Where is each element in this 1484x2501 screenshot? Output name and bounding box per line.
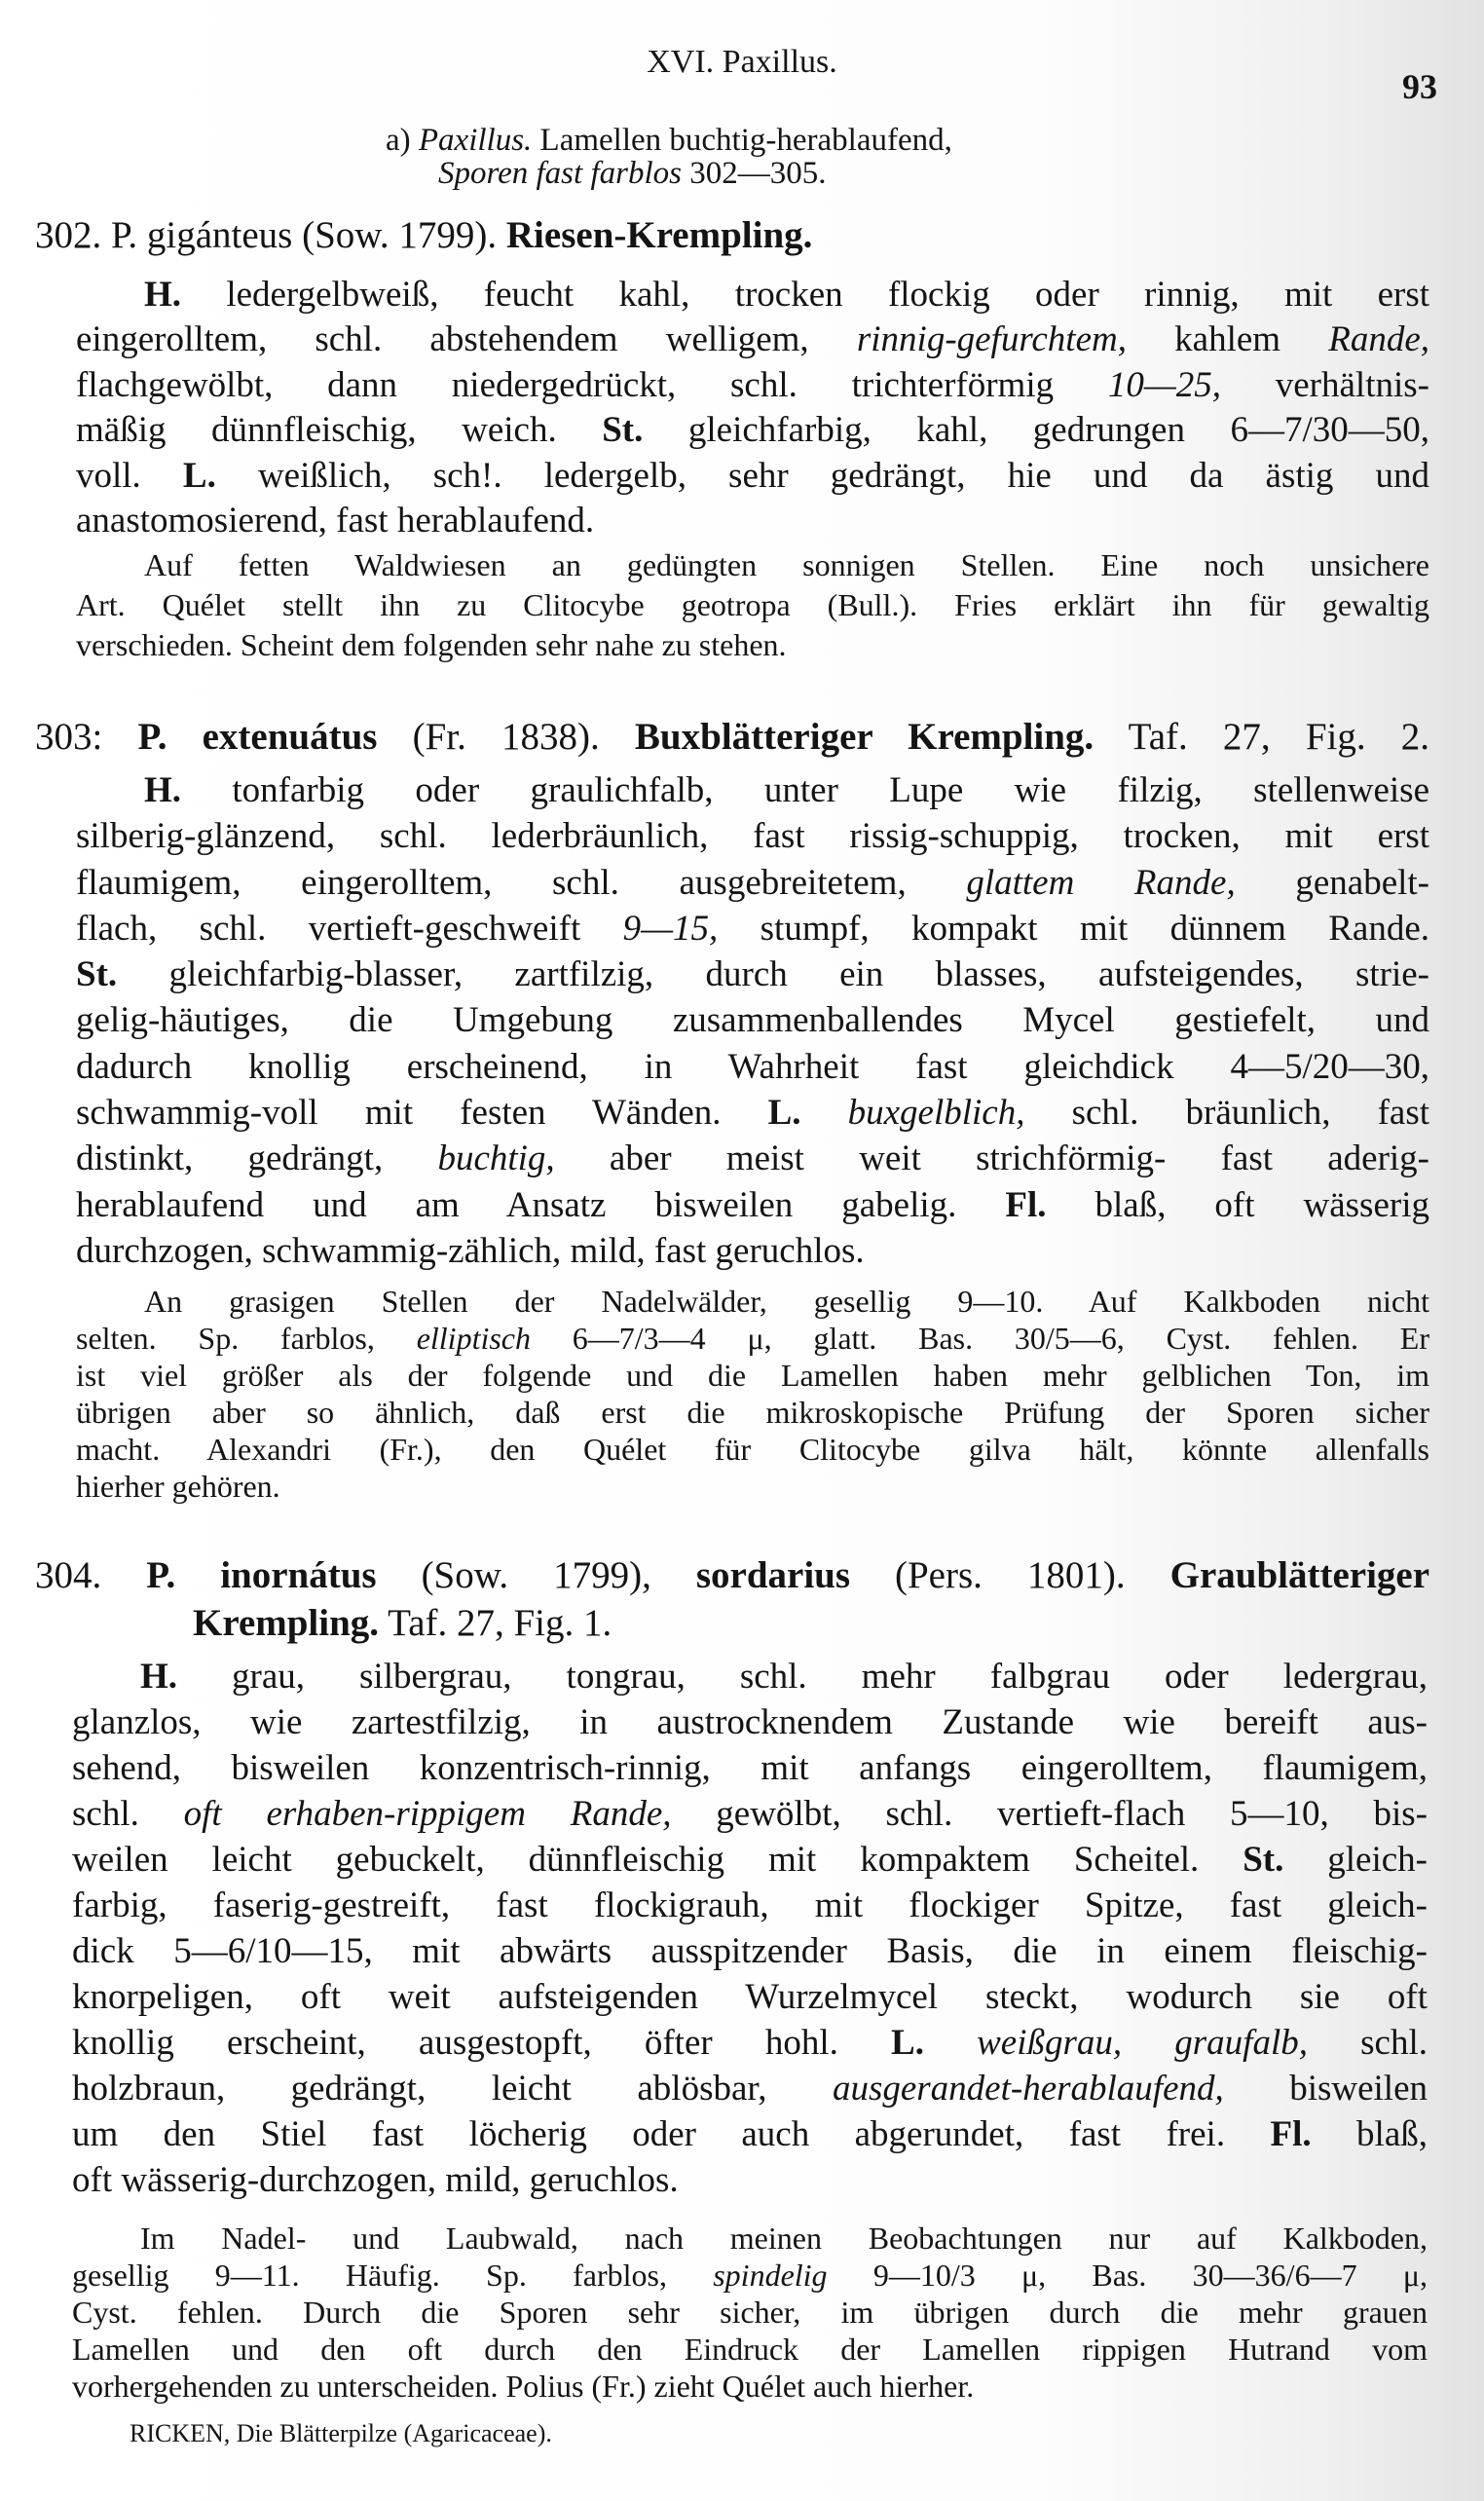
text-run: Auf fetten Waldwiesen an gedüngten sonnigen Stellen. Eine noch unsichere	[144, 547, 1429, 582]
text-run: eingerolltem, schl. abstehendem welligem,	[76, 319, 857, 360]
text-line	[76, 952, 1429, 997]
text-line	[76, 1357, 1429, 1394]
text-run: stumpf, kompakt mit dünnem Rande.	[718, 908, 1429, 949]
text-run: verhältnis-	[1221, 364, 1429, 405]
species-304-description	[72, 1654, 1428, 2203]
species-303-description	[76, 767, 1429, 1274]
text-line	[386, 124, 1165, 157]
text-run: 304.	[35, 1554, 147, 1596]
text-run: gleichfarbig, kahl, gedrungen 6—7/30—50,	[643, 410, 1429, 451]
text-run: genabelt-	[1235, 862, 1429, 903]
text-run: distinkt, gedrängt,	[76, 1139, 438, 1179]
text-line	[72, 1837, 1428, 1883]
bold-text: St.	[602, 410, 644, 451]
text-run: aber meist weit strichförmig- fast aderig-	[554, 1139, 1429, 1179]
italic-text: buchtig,	[437, 1139, 555, 1179]
text-line	[72, 2111, 1428, 2157]
text-line	[76, 454, 1429, 499]
species-302-heading	[35, 211, 1106, 259]
text-line	[72, 2220, 1428, 2257]
text-run: gleichfarbig-blasser, zartfilzig, durch ein blasses, aufsteigendes, strie-	[117, 954, 1429, 995]
bold-text: L.	[182, 455, 216, 496]
text-run: ledergelbweiß, feucht kahl, trocken flockig oder rinnig, mit erst	[181, 275, 1429, 315]
book-footer-signature: RICKEN, Die Blätterpilze (Agaricaceae).	[130, 2419, 552, 2447]
text-run: weilen leicht gebuckelt, dünnfleischig mit kompaktem Scheitel.	[72, 1840, 1243, 1880]
text-run: sehend, bisweilen konzentrisch-rinnig, mit anfangs eingerolltem, flaumigem,	[72, 1748, 1428, 1788]
text-run: grau, silbergrau, tongrau, schl. mehr falbgrau oder ledergrau,	[177, 1657, 1428, 1697]
text-line	[76, 408, 1429, 453]
bold-text: St.	[1243, 1840, 1284, 1880]
text-run: a)	[386, 123, 419, 158]
text-run	[924, 2023, 977, 2063]
text-run: 302. P. gigánteus (Sow. 1799).	[35, 214, 506, 256]
text-run: holzbraun, gedrängt, leicht ablösbar,	[72, 2069, 833, 2109]
bold-text: H.	[140, 1657, 178, 1697]
text-line	[72, 2066, 1428, 2111]
text-run: hierher gehören.	[76, 1469, 280, 1504]
text-run: blaß, oft wässerig	[1046, 1184, 1429, 1225]
text-line	[76, 1090, 1429, 1136]
text-line	[76, 499, 1429, 543]
text-line	[76, 767, 1429, 813]
text-line	[76, 363, 1429, 408]
italic-text: elliptisch	[416, 1321, 531, 1356]
text-run: flachgewölbt, dann niedergedrückt, schl. trichterförmig	[76, 364, 1108, 405]
text-run	[801, 1093, 848, 1133]
text-line	[76, 1136, 1429, 1181]
text-run: knollig erscheint, ausgestopft, öfter hohl.	[72, 2023, 892, 2063]
italic-text: rinnig-gefurchtem,	[856, 319, 1127, 360]
text-line	[72, 2331, 1428, 2368]
bold-text: Fl.	[1005, 1184, 1047, 1225]
bold-text: L.	[891, 2023, 924, 2063]
bold-text: P. inornátus	[146, 1554, 377, 1596]
text-run: (Sow. 1799),	[376, 1554, 696, 1596]
italic-text: glattem Rande,	[966, 862, 1236, 903]
page-number: 93	[1402, 67, 1437, 106]
key-subsection-a	[386, 124, 1165, 190]
text-line	[76, 545, 1429, 585]
text-line	[76, 906, 1429, 952]
text-line	[35, 211, 1106, 259]
text-run: tonfarbig oder graulichfalb, unter Lupe wie filzig, stellenweise	[181, 770, 1429, 810]
text-run: Im Nadel- und Laubwald, nach meinen Beobachtungen nur auf Kalkboden,	[140, 2221, 1428, 2256]
text-run: An grasigen Stellen der Nadelwälder, gesellig 9—10. Auf Kalkboden nicht	[144, 1284, 1429, 1319]
text-line	[72, 1928, 1428, 1974]
text-run: 303:	[35, 716, 138, 758]
text-run: dadurch knollig erscheinend, in Wahrheit fast gleichdick 4—5/20—30,	[76, 1046, 1429, 1087]
running-head: XVI. Paxillus.	[647, 44, 837, 80]
bold-text: Buxblätteriger Krempling.	[634, 716, 1094, 758]
text-line	[76, 1044, 1429, 1090]
text-line	[76, 1394, 1429, 1431]
text-line	[72, 1974, 1428, 2020]
text-line	[76, 813, 1429, 859]
species-304-heading	[35, 1551, 1429, 1647]
text-run: knorpeligen, oft weit aufsteigenden Wurzelmycel steckt, wodurch sie oft	[72, 1977, 1428, 2017]
text-run: dick 5—6/10—15, mit abwärts ausspitzender Basis, die in einem fleischig-	[72, 1931, 1428, 1971]
text-line	[35, 1551, 1429, 1599]
species-304-notes	[72, 2220, 1428, 2405]
italic-text: Paxillus.	[418, 123, 533, 158]
species-303-notes	[76, 1283, 1429, 1505]
bold-text: Graublätteriger	[1169, 1554, 1430, 1596]
text-run: gewölbt, schl. vertieft-flach 5—10, bis-	[671, 1794, 1428, 1834]
text-run: schl. bräunlich, fast	[1024, 1093, 1430, 1134]
bold-text: sordarius	[695, 1554, 851, 1596]
text-run: vorhergehenden zu unterscheiden. Polius (Fr.) zieht Quélet auch hierher.	[72, 2369, 975, 2404]
text-run: macht. Alexandri (Fr.), den Quélet für Clitocybe gilva hält, könnte allenfalls	[76, 1432, 1429, 1467]
bold-text: Fl.	[1270, 2114, 1312, 2154]
text-run: ist viel größer als der folgende und die Lamellen haben mehr gelblichen Ton, im	[76, 1358, 1429, 1393]
text-line	[72, 1791, 1428, 1837]
text-run: glanzlos, wie zartestfilzig, in austrocknendem Zustande wie bereift aus-	[72, 1702, 1428, 1742]
text-run: farbig, faserig-gestreift, fast flockigrauh, mit flockiger Spitze, fast gleich-	[72, 1885, 1428, 1925]
text-line	[72, 1883, 1428, 1928]
text-line	[72, 2020, 1428, 2066]
text-run: schl.	[72, 1794, 184, 1834]
species-302-description	[76, 273, 1429, 543]
text-run: 6—7/3—4 μ, glatt. Bas. 30/5—6, Cyst. fehlen. Er	[531, 1321, 1430, 1356]
text-line	[72, 2257, 1428, 2294]
text-run: verschieden. Scheint dem folgenden sehr nahe zu stehen.	[76, 627, 787, 662]
text-run: schwammig-voll mit festen Wänden.	[76, 1093, 768, 1134]
text-run: Lamellen buchtig-herablaufend,	[532, 123, 952, 158]
text-run: (Fr. 1838).	[377, 716, 635, 758]
text-run: anastomosierend, fast herablaufend.	[76, 500, 595, 541]
bold-text: Krempling.	[193, 1602, 380, 1644]
text-run: Art. Quélet stellt ihn zu Clitocybe geotropa (Bull.). Fries erklärt ihn für gewaltig	[76, 587, 1429, 622]
bold-text: L.	[767, 1093, 801, 1134]
text-run: kahlem	[1126, 319, 1329, 360]
species-302-notes	[76, 545, 1429, 665]
text-line	[72, 2157, 1428, 2203]
text-run: Taf. 27, Fig. 1.	[379, 1602, 612, 1644]
text-run: gesellig 9—11. Häufig. Sp. farblos,	[72, 2258, 714, 2293]
italic-text: spindelig	[713, 2258, 828, 2293]
text-run: weißlich, sch!. ledergelb, sehr gedrängt, hie und da ästig und	[215, 455, 1430, 496]
text-line	[76, 1182, 1429, 1228]
italic-text: Sporen fast farblos	[438, 156, 682, 191]
italic-text: 10—25,	[1107, 364, 1222, 405]
text-line	[35, 713, 1429, 761]
text-line	[76, 585, 1429, 625]
text-line	[76, 1228, 1429, 1274]
text-run: 9—10/3 μ, Bas. 30—36/6—7 μ,	[827, 2258, 1428, 2293]
text-line	[76, 1320, 1429, 1357]
text-line	[72, 1699, 1428, 1745]
text-line	[76, 1431, 1429, 1468]
text-run: gelig-häutiges, die Umgebung zusammenballendes Mycel gestiefelt, und	[76, 1000, 1429, 1041]
text-line	[386, 157, 1165, 190]
text-run: um den Stiel fast löcherig oder auch abgerundet, fast frei.	[72, 2114, 1271, 2154]
text-line	[72, 2294, 1428, 2331]
text-run: voll.	[76, 455, 183, 496]
text-run: Lamellen und den oft durch den Eindruck der Lamellen rippigen Hutrand vom	[72, 2332, 1428, 2367]
bold-text: P. extenuátus	[137, 716, 378, 758]
text-line	[76, 625, 1429, 665]
text-line	[72, 1654, 1428, 1699]
text-run: 302—305.	[681, 156, 827, 191]
italic-text: 9—15,	[622, 908, 719, 949]
bold-text: H.	[144, 275, 182, 315]
text-line	[76, 997, 1429, 1043]
bold-text: H.	[144, 770, 182, 810]
text-run: blaß,	[1311, 2114, 1428, 2154]
text-line	[72, 1745, 1428, 1791]
italic-text: ausgerandet-herablaufend,	[832, 2069, 1224, 2109]
text-line	[72, 2368, 1428, 2405]
text-run: flaumigem, eingerolltem, schl. ausgebreitetem,	[76, 862, 967, 903]
text-run: mäßig dünnfleischig, weich.	[76, 410, 603, 451]
text-line	[76, 860, 1429, 906]
text-run: selten. Sp. farblos,	[76, 1321, 417, 1356]
text-run: bisweilen	[1223, 2069, 1428, 2109]
bold-text: St.	[76, 954, 118, 995]
italic-text: weißgrau, graufalb,	[977, 2023, 1308, 2063]
text-line	[35, 1599, 1429, 1647]
text-run: durchzogen, schwammig-zählich, mild, fast geruchlos.	[76, 1230, 865, 1271]
text-run: Taf. 27, Fig. 2.	[1094, 716, 1429, 758]
species-303-heading	[35, 713, 1429, 761]
text-line	[76, 273, 1429, 317]
text-line	[76, 317, 1429, 362]
text-run: Cyst. fehlen. Durch die Sporen sehr sicher, im übrigen durch die mehr grauen	[72, 2295, 1428, 2330]
italic-text: buxgelblich,	[847, 1093, 1025, 1134]
text-run: silberig-glänzend, schl. lederbräunlich, fast rissig-schuppig, trocken, mit erst	[76, 816, 1429, 857]
text-run: gleich-	[1283, 1840, 1428, 1880]
text-run: übrigen aber so ähnlich, daß erst die mikroskopische Prüfung der Sporen sicher	[76, 1395, 1429, 1430]
text-line	[76, 1283, 1429, 1320]
italic-text: Rande,	[1328, 319, 1429, 360]
text-run: oft wässerig-durchzogen, mild, geruchlos.	[72, 2160, 679, 2200]
text-run: flach, schl. vertieft-geschweift	[76, 908, 623, 949]
text-run: (Pers. 1801).	[850, 1554, 1170, 1596]
text-line	[76, 1468, 1429, 1505]
text-run: herablaufend und am Ansatz bisweilen gabelig.	[76, 1184, 1006, 1225]
text-run: schl.	[1308, 2023, 1428, 2063]
bold-text: Riesen-Krempling.	[505, 214, 813, 256]
italic-text: oft erhaben-rippigem Rande,	[183, 1794, 672, 1834]
